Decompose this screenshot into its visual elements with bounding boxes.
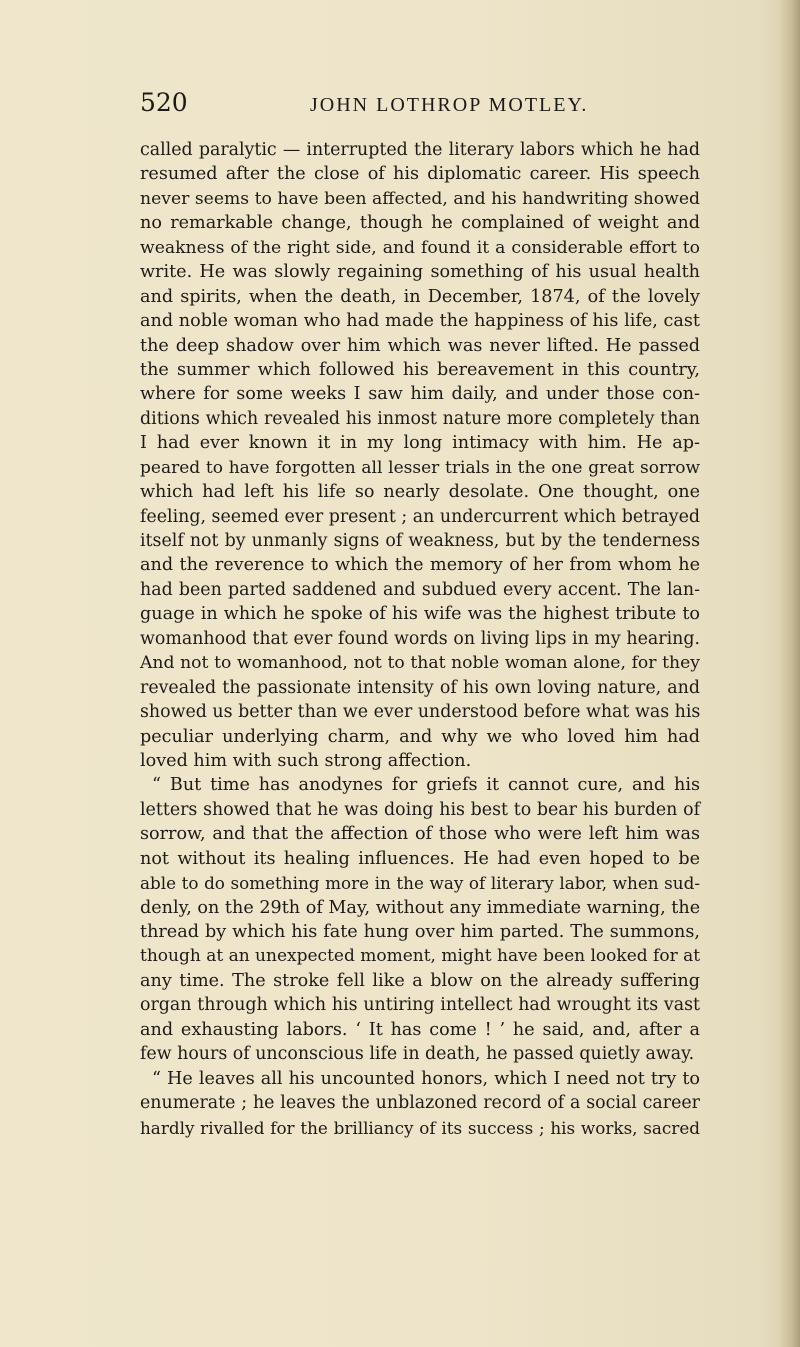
text-line: peared to have forgotten all lesser trials in the one great sorrow [140,457,700,478]
text-line: and noble woman who had made the happiness of his life, cast [140,311,700,332]
text-line: and exhausting labors. ‘ It has come ! ’ he said, and, after a [140,1019,700,1040]
page-number: 520 [140,88,188,117]
text-line: ditions which revealed his inmost nature more completely than [140,408,700,429]
text-line: itself not by unmanly signs of weakness, but by the tenderness [140,531,700,551]
text-line: hardly rivalled for the brilliancy of its success ; his works, sacred [140,1117,700,1138]
text-line: And not to womanhood, not to that noble woman alone, for they [140,653,700,674]
page-header [140,88,700,120]
text-line: guage in which he spoke of his wife was the highest tribute to [140,604,700,625]
text-line: few hours of unconscious life in death, he passed quietly away. [140,1044,695,1065]
text-line: loved him with such strong affection. [140,750,472,771]
text-line: revealed the passionate intensity of his own loving nature, and [140,677,700,698]
text-line: and spirits, when the death, in December, 1874, of the lovely [140,286,700,307]
text-line: the summer which followed his bereavement in this country, [140,359,700,380]
page-edge-shadow [778,0,800,1347]
text-line: never seems to have been affected, and his handwriting showed [140,188,700,209]
text-line: able to do something more in the way of literary labor, when sud- [140,873,700,894]
text-line: thread by which his fate hung over him parted. The summons, [140,922,700,942]
text-line: where for some weeks I saw him daily, and under those con- [140,384,700,405]
running-head: JOHN LOTHROP MOTLEY. [310,94,589,116]
text-line: no remarkable change, though he complained of weight and [140,213,700,234]
text-line: enumerate ; he leaves the unblazoned record of a social career [140,1093,700,1114]
text-line: called paralytic — interrupted the literary labors which he had [140,140,700,160]
text-line: write. He was slowly regaining something of his usual health [140,262,700,283]
text-line: “ But time has anodynes for griefs it cannot cure, and his [152,775,700,796]
text-line: had been parted saddened and subdued every accent. The lan- [140,579,700,600]
text-line: not without its healing influences. He had even hoped to be [140,848,700,869]
text-line: the deep shadow over him which was never lifted. He passed [140,335,700,356]
text-line: resumed after the close of his diplomatic career. His speech [140,164,700,185]
text-line: “ He leaves all his uncounted honors, which I need not try to [152,1068,700,1089]
body-text [140,138,700,1140]
text-line: feeling, seemed ever present ; an undercurrent which betrayed [140,506,701,527]
text-line: denly, on the 29th of May, without any immediate warning, the [140,897,701,918]
text-line: organ through which his untiring intellect had wrought its vast [140,995,700,1016]
text-line: and the reverence to which the memory of her from whom he [140,555,700,576]
text-line: which had left his life so nearly desolate. One thought, one [140,482,700,503]
text-line: letters showed that he was doing his best to bear his burden of [140,799,700,820]
text-line: sorrow, and that the affection of those who were left him was [140,824,700,845]
text-line: any time. The stroke fell like a blow on the already suffering [140,970,700,991]
text-line: womanhood that ever found words on living lips in my hearing. [140,628,700,649]
text-line: showed us better than we ever understood before what was his [140,702,701,723]
text-line: though at an unexpected moment, might have been looked for at [140,946,701,967]
text-line: I had ever known it in my long intimacy with him. He ap- [140,433,700,454]
text-line: weakness of the right side, and found it a considerable effort to [140,237,700,258]
text-line: peculiar underlying charm, and why we who loved him had [140,726,700,747]
